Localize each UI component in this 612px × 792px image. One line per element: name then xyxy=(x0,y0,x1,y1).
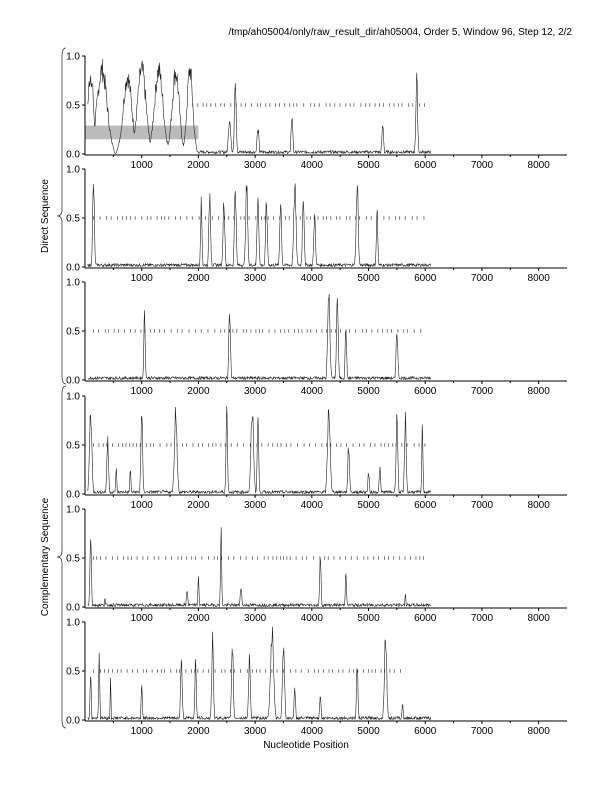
y-tick-label: 1.0 xyxy=(66,51,80,63)
x-tick-label: 7000 xyxy=(470,500,494,511)
y-tick-label: 0.0 xyxy=(66,262,80,274)
y-tick-label: 0.5 xyxy=(66,666,80,678)
dash-row xyxy=(94,329,421,333)
x-tick-label: 8000 xyxy=(527,273,550,284)
x-tick-label: 5000 xyxy=(357,160,380,171)
x-tick-label: 5000 xyxy=(357,273,380,284)
y-tick-label: 0.0 xyxy=(66,375,80,387)
dash-row xyxy=(193,103,425,107)
dash-row xyxy=(94,669,401,673)
y-tick-label: 1.0 xyxy=(66,617,80,629)
x-tick-label: 5000 xyxy=(357,500,380,511)
x-tick-label: 1000 xyxy=(130,613,153,624)
x-tick-label: 4000 xyxy=(300,386,323,397)
x-tick-label: 6000 xyxy=(414,500,437,511)
x-tick-label: 2000 xyxy=(187,386,210,397)
x-tick-label: 7000 xyxy=(470,160,494,171)
x-tick-label: 2000 xyxy=(187,160,210,171)
series-line xyxy=(88,527,431,606)
x-tick-label: 7000 xyxy=(470,613,494,624)
y-tick-label: 1.0 xyxy=(66,504,80,516)
x-tick-label: 1000 xyxy=(130,500,153,511)
y-tick-label: 0.0 xyxy=(66,489,80,501)
x-tick-label: 3000 xyxy=(243,160,267,171)
x-tick-label: 6000 xyxy=(414,273,437,284)
y-tick-label: 0.0 xyxy=(66,602,80,614)
x-tick-label: 8000 xyxy=(527,386,550,397)
x-tick-label: 4000 xyxy=(300,613,323,624)
x-tick-label: 2000 xyxy=(187,613,210,624)
x-tick-label: 4000 xyxy=(300,500,323,511)
y-tick-label: 0.0 xyxy=(66,715,80,727)
x-tick-label: 7000 xyxy=(470,386,494,397)
x-tick-label: 5000 xyxy=(357,726,380,737)
dash-row xyxy=(94,556,424,560)
header-title: /tmp/ah05004/only/raw_result_dir/ah05004, Order 5, Window 96, Step 12, 2/2 xyxy=(228,27,572,38)
x-tick-label: 7000 xyxy=(470,726,494,737)
group-label: Complementary Sequence xyxy=(40,497,51,617)
x-tick-label: 2000 xyxy=(187,726,210,737)
y-tick-label: 1.0 xyxy=(66,164,80,176)
x-tick-label: 4000 xyxy=(300,273,323,284)
x-tick-label: 6000 xyxy=(414,160,437,171)
x-tick-label: 5000 xyxy=(357,613,380,624)
x-tick-label: 8000 xyxy=(527,726,550,737)
x-tick-label: 3000 xyxy=(243,500,267,511)
x-tick-label: 5000 xyxy=(357,386,380,397)
y-tick-label: 0.5 xyxy=(66,440,80,452)
x-tick-label: 1000 xyxy=(130,273,153,284)
y-tick-label: 0.5 xyxy=(66,553,80,565)
group-brace xyxy=(57,48,66,384)
dash-row xyxy=(94,443,425,447)
y-tick-label: 0.5 xyxy=(66,213,80,225)
x-tick-label: 3000 xyxy=(243,613,267,624)
x-tick-label: 6000 xyxy=(414,726,437,737)
x-tick-label: 8000 xyxy=(527,160,550,171)
y-tick-label: 0.5 xyxy=(66,326,80,338)
x-tick-label: 6000 xyxy=(414,613,437,624)
x-tick-label: 1000 xyxy=(130,160,153,171)
x-tick-label: 1000 xyxy=(130,386,153,397)
x-tick-label: 4000 xyxy=(300,726,323,737)
y-tick-label: 1.0 xyxy=(66,391,80,403)
y-tick-label: 0.0 xyxy=(66,149,80,161)
series-line xyxy=(88,294,431,380)
y-tick-label: 0.5 xyxy=(66,100,80,112)
x-tick-label: 8000 xyxy=(527,613,550,624)
x-tick-label: 7000 xyxy=(470,273,494,284)
x-tick-label: 4000 xyxy=(300,160,323,171)
x-tick-label: 2000 xyxy=(187,500,210,511)
x-tick-label: 3000 xyxy=(243,386,267,397)
x-tick-label: 8000 xyxy=(527,500,550,511)
group-brace xyxy=(57,386,66,728)
x-tick-label: 3000 xyxy=(243,726,267,737)
group-label: Direct Sequence xyxy=(40,179,51,253)
x-axis-label: Nucleotide Position xyxy=(263,740,349,751)
x-tick-label: 1000 xyxy=(130,726,153,737)
x-tick-label: 3000 xyxy=(243,273,267,284)
series-line xyxy=(88,406,431,494)
y-tick-label: 1.0 xyxy=(66,277,80,289)
series-line xyxy=(88,627,431,720)
x-tick-label: 6000 xyxy=(414,386,437,397)
x-tick-label: 2000 xyxy=(187,273,210,284)
series-line xyxy=(88,184,431,267)
